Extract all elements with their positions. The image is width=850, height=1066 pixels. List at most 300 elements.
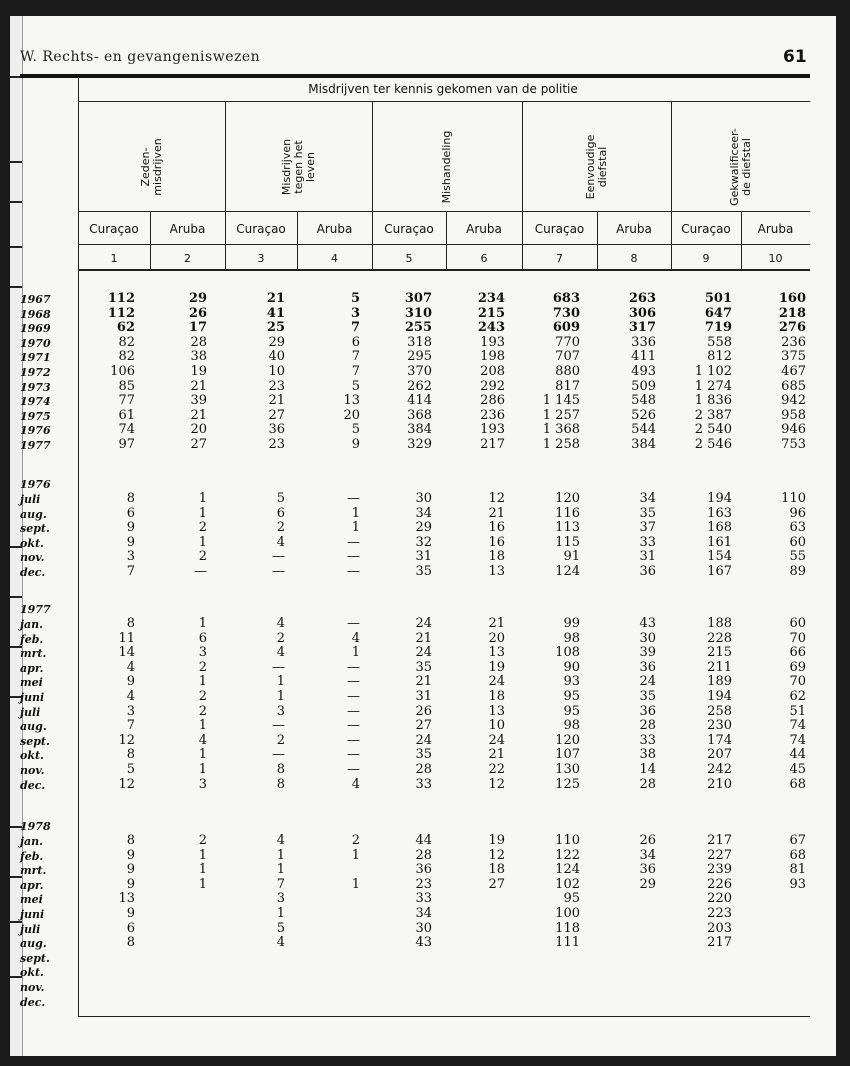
table-cell: 154 [707,549,732,565]
table-cell: 23 [268,378,285,394]
table-cell: 236 [781,334,806,350]
table-cell: 942 [781,393,806,409]
table-cell: 93 [563,674,580,690]
table-cell: 239 [707,862,732,878]
table-cell: 32 [415,534,432,550]
table-cell: 31 [415,549,432,565]
table-cell: 1 [198,747,207,763]
table-cell: 194 [707,491,732,506]
table-cell: 31 [639,549,656,565]
header-rule [20,74,810,78]
table-cell: 8 [126,935,135,951]
table-cell: 318 [407,334,432,350]
table-cell: 9 [126,674,135,690]
row-label: sept. [20,522,50,536]
table-cell: 1 [198,534,207,550]
table-cell: 1 [198,862,207,878]
table-cell: 414 [407,393,432,409]
table-cell: — [347,674,360,690]
table-cell: 24 [639,674,656,690]
table-cell: 6 [198,630,207,646]
table-cell: — [347,564,360,579]
table-cell: 9 [126,862,135,878]
table-cell: 67 [789,833,806,848]
table-cell: 13 [488,564,505,579]
table-cell: 5 [351,378,360,394]
table-cell: 4 [351,776,360,792]
column-number: 6 [480,252,488,265]
table-cell: 4 [276,534,285,550]
row-label: 1971 [20,351,51,365]
table-cell: 28 [415,762,432,777]
table-cell: 558 [707,334,732,350]
table-cell: 31 [415,689,432,704]
column-number: 5 [405,252,413,265]
table-cell: 946 [781,422,806,438]
table-cell: 217 [707,833,732,848]
row-label: juni [20,691,45,704]
bottom-rule [78,1016,810,1017]
table-cell: 220 [707,891,732,907]
table-cell: 96 [789,505,806,521]
row-label: apr. [20,661,44,675]
table-cell: 167 [707,564,732,579]
table-cell: 74 [789,718,806,734]
table-cell: 4 [276,645,285,661]
table-cell: 223 [707,906,732,921]
table-cell: 8 [276,776,285,792]
table-cell: 1 368 [542,422,580,438]
table-cell: 112 [107,291,135,306]
row-label: dec. [20,778,46,792]
table-cell: 34 [415,505,432,521]
table-cell: 74 [789,732,806,748]
table-cell: — [347,718,360,734]
table-cell: 70 [789,674,806,690]
table-cell: 98 [563,630,580,646]
row-label: 1968 [20,307,51,321]
table-cell: 1 [351,847,360,863]
table-cell: 317 [628,320,656,336]
column-label: Aruba [316,222,353,236]
category-header [271,124,327,209]
table-cell: 21 [415,674,432,690]
table-cell: 122 [555,847,580,863]
category-divider [522,101,523,269]
table-cell: 45 [789,762,806,777]
table-cell: 9 [351,437,360,452]
table-cell: 3 [276,891,285,907]
table-cell: 2 [198,520,207,536]
table-cell: — [347,703,360,719]
table-cell: 544 [631,422,656,438]
table-cell: 24 [415,645,432,661]
table-cell: 1 [198,718,207,734]
table-cell: 384 [407,422,432,438]
table-cell: 41 [266,305,285,321]
table-cell: 23 [415,876,432,892]
table-cell: 35 [415,747,432,763]
row-label: okt. [20,966,44,980]
table-cell: 82 [118,349,135,365]
table-cell: 368 [407,407,432,423]
table-cell: 2 [198,659,207,675]
row-label: sept. [20,734,50,748]
table-cell: 124 [555,564,580,579]
table-cell: 98 [563,718,580,734]
table-cell: 40 [268,349,285,365]
table-cell: 27 [488,876,505,892]
row-label: okt. [20,536,44,550]
table-cell: 21 [488,505,505,521]
table-cell: 295 [407,349,432,365]
table-cell: 1 [276,906,285,921]
table-cell: 95 [563,703,580,719]
table-cell: 193 [480,334,505,350]
table-cell: 1 [351,876,360,892]
table-cell: 375 [781,349,806,365]
table-cell: 8 [126,491,135,506]
table-cell: 36 [415,862,432,878]
running-header: W. Rechts- en gevangeniswezen [20,49,261,65]
table-cell: 276 [778,320,806,336]
table-cell: 10 [488,718,505,734]
table-cell: 18 [488,689,505,704]
table-cell: — [347,491,360,506]
table-cell: 336 [631,334,656,350]
table-cell: 27 [268,407,285,423]
table-cell: 4 [351,630,360,646]
table-cell: 9 [126,906,135,921]
table-cell: 26 [415,703,432,719]
table-cell: 174 [707,732,732,748]
table-cell: 1 274 [694,378,732,394]
table-cell: 29 [188,291,207,306]
column-number: 3 [257,252,265,265]
table-cell: 28 [639,718,656,734]
table-cell: 93 [789,876,806,892]
table-cell: 2 [351,833,360,848]
table-cell: 110 [781,491,806,506]
row-label: juli [20,705,41,719]
table-cell: 12 [488,491,505,506]
table-cell: 7 [351,364,360,379]
table-cell: 730 [552,305,580,321]
table-cell: 5 [351,422,360,438]
table-cell: 4 [198,732,207,748]
category-label: Eenvoudige diefstal [583,134,609,199]
table-cell: 20 [343,407,360,423]
table-cell: 29 [415,520,432,536]
table-cell: 1 257 [542,407,580,423]
table-cell: 228 [707,630,732,646]
category-label: Mishandeling [440,130,453,203]
table-cell: 198 [480,349,505,365]
table-cell: 1 [276,689,285,704]
table-cell: 203 [707,920,732,936]
table-cell: 310 [404,305,432,321]
table-cell: 234 [477,291,505,306]
table-cell: 1 258 [542,437,580,452]
table-cell: 217 [480,437,505,452]
row-label: feb. [20,632,44,646]
table-cell: 2 [276,630,285,646]
table-cell: 13 [343,393,360,409]
table-cell: 526 [631,407,656,423]
table-cell: 262 [407,378,432,394]
table-cell: 28 [190,334,207,350]
category-header [124,124,180,209]
table-cell: 2 [276,732,285,748]
table-cell: 707 [555,349,580,365]
table-cell: 2 [198,689,207,704]
table-cell: 9 [126,876,135,892]
table-cell: 36 [268,422,285,438]
column-number: 1 [110,252,118,265]
table-cell: 66 [789,645,806,661]
table-cell: 116 [555,505,580,521]
table-cell: 55 [789,549,806,565]
table-cell: 208 [480,364,505,379]
category-label: Zeden- misdrijven [138,137,164,196]
table-cell: 34 [415,906,432,921]
column-label: Aruba [169,222,206,236]
table-cell: 35 [415,659,432,675]
table-cell: 29 [639,876,656,892]
table-cell: 120 [555,732,580,748]
row-label: juli [20,493,41,506]
table-cell: — [272,747,285,763]
table-cell: 1 [351,520,360,536]
table-cell: 12 [118,776,135,792]
column-label: Curaçao [384,222,434,236]
table-cell: 16 [488,520,505,536]
table-cell: 36 [639,862,656,878]
table-cell: 817 [555,378,580,394]
table-cell: 467 [781,364,806,379]
table-cell: 44 [415,833,432,848]
table-cell: 62 [116,320,135,336]
table-cell: 1 [351,505,360,521]
category-divider [372,101,373,269]
table-cell: 112 [107,305,135,321]
table-cell: 25 [266,320,285,336]
table-cell: 163 [707,505,732,521]
row-label: 1967 [20,293,51,306]
table-cell: — [347,616,360,631]
group-label: 1976 [20,478,51,492]
table-cell: 21 [488,616,505,631]
table-cell: 26 [639,833,656,848]
table-cell: 97 [118,437,135,452]
table-cell: 5 [276,920,285,936]
table-cell: 43 [415,935,432,951]
table-cell: — [272,549,285,565]
table-cell: 13 [488,703,505,719]
table-cell: 1 [351,645,360,661]
page-number: 61 [783,47,807,67]
table-cell: 106 [110,364,135,379]
table-cell: 160 [778,291,806,306]
table-cell: 44 [789,747,806,763]
table-cell: 34 [639,847,656,863]
table-cell: 8 [126,833,135,848]
table-cell: — [347,762,360,777]
table-cell: 230 [707,718,732,734]
table-cell: 12 [118,732,135,748]
table-cell: 3 [276,703,285,719]
table-cell: 30 [415,920,432,936]
group-label: 1977 [20,603,51,617]
row-label: aug. [20,507,47,521]
row-label: mei [20,676,43,690]
table-cell: 91 [563,549,580,565]
table-cell: 21 [190,378,207,394]
table-cell: 22 [488,762,505,777]
table-cell: 1 [198,505,207,521]
table-cell: 29 [268,334,285,350]
table-cell: 501 [704,291,732,306]
table-cell: 16 [488,534,505,550]
table-cell: 30 [415,491,432,506]
table-cell: 100 [555,906,580,921]
title-underline [78,101,810,102]
table-cell: 39 [639,645,656,661]
table-cell: 493 [631,364,656,379]
row-label: mei [20,893,43,907]
table-cell: 30 [639,630,656,646]
table-cell: 1 102 [694,364,732,379]
table-cell: 24 [488,674,505,690]
table-cell: 95 [563,891,580,907]
row-label: 1969 [20,322,51,336]
table-cell: 36 [639,659,656,675]
table-cell: 6 [126,505,135,521]
table-cell: 125 [555,776,580,792]
table-cell: 207 [707,747,732,763]
column-label: Aruba [466,222,502,236]
table-cell: 39 [190,393,207,409]
table-cell: 21 [415,630,432,646]
table-cell: 102 [555,876,580,892]
table-cell: — [272,718,285,734]
category-header [569,124,625,209]
row-label: 1972 [20,366,51,379]
table-cell: 218 [778,305,806,321]
table-cell: 307 [404,291,432,306]
table-cell: 60 [789,534,806,550]
table-cell: 2 [198,549,207,565]
table-cell: 812 [707,349,732,365]
category-label: Gekwalificeer- de diefstal [727,127,753,206]
table-cell: 115 [555,534,580,550]
table-cell: 8 [126,616,135,631]
table-cell: 236 [480,407,505,423]
table-cell: 753 [781,437,806,452]
table-cell: 770 [555,334,580,350]
table-cell: 28 [639,776,656,792]
table-cell: 7 [126,718,135,734]
table-cell: 77 [118,393,135,409]
table-cell: 9 [126,847,135,863]
table-cell: 3 [126,703,135,719]
table-cell: 99 [563,616,580,631]
row-label: 1970 [20,336,51,350]
row-label: 1973 [20,380,51,394]
column-label: Curaçao [236,222,286,236]
row-label: okt. [20,749,44,763]
table-cell: 242 [707,762,732,777]
table-cell: 17 [188,320,207,336]
table-cell: 215 [477,305,505,321]
column-label-rule [78,244,810,245]
table-cell: 14 [639,762,656,777]
table-cell: 2 546 [694,437,732,452]
table-cell: 6 [126,920,135,936]
table-cell: 1 [276,862,285,878]
column-label: Curaçao [534,222,585,236]
table-cell: — [347,534,360,550]
table-cell: 20 [190,422,207,438]
category-divider [671,101,672,269]
table-cell: 1 [276,674,285,690]
table-cell: 36 [639,703,656,719]
table-cell: 5 [276,491,285,506]
table-cell: 509 [631,378,656,394]
table-cell: 243 [477,320,505,336]
column-number: 4 [331,252,338,265]
column-label: Curaçao [89,222,139,236]
table-cell: 108 [555,645,580,661]
column-number: 9 [702,252,710,265]
row-label: dec. [20,995,46,1009]
table-cell: 113 [555,520,580,536]
row-label: 1974 [20,395,51,409]
table-cell: 370 [407,364,432,379]
table-cell: 217 [707,935,732,951]
table-cell: 193 [480,422,505,438]
category-divider [225,101,226,269]
table-cell: 1 [198,616,207,631]
table-cell: 21 [190,407,207,423]
table-cell: 258 [707,703,732,719]
table-cell: 33 [415,891,432,907]
column-number: 8 [630,252,638,265]
table-cell: 2 387 [694,407,732,423]
table-cell: 161 [707,534,732,550]
column-label: Aruba [616,222,652,236]
row-label: juni [20,908,45,921]
table-cell: 62 [789,689,806,704]
table-cell: 4 [126,689,135,704]
table-cell: 211 [707,659,732,675]
table-cell: 24 [415,732,432,748]
table-cell: — [194,564,207,579]
table-cell: 33 [639,534,656,550]
table-cell: 10 [268,364,285,379]
table-cell: — [347,659,360,675]
table-title: Misdrijven ter kennis gekomen van de politie [308,82,578,96]
table-cell: 4 [276,935,285,951]
table-cell: 3 [350,305,360,321]
table-cell: 35 [639,689,656,704]
table-cell: 1 [198,876,207,892]
table-cell: 95 [563,689,580,704]
row-label: apr. [20,878,44,892]
table-cell: 60 [789,616,806,631]
column-number: 7 [556,252,563,265]
table-cell: 2 [276,520,285,536]
